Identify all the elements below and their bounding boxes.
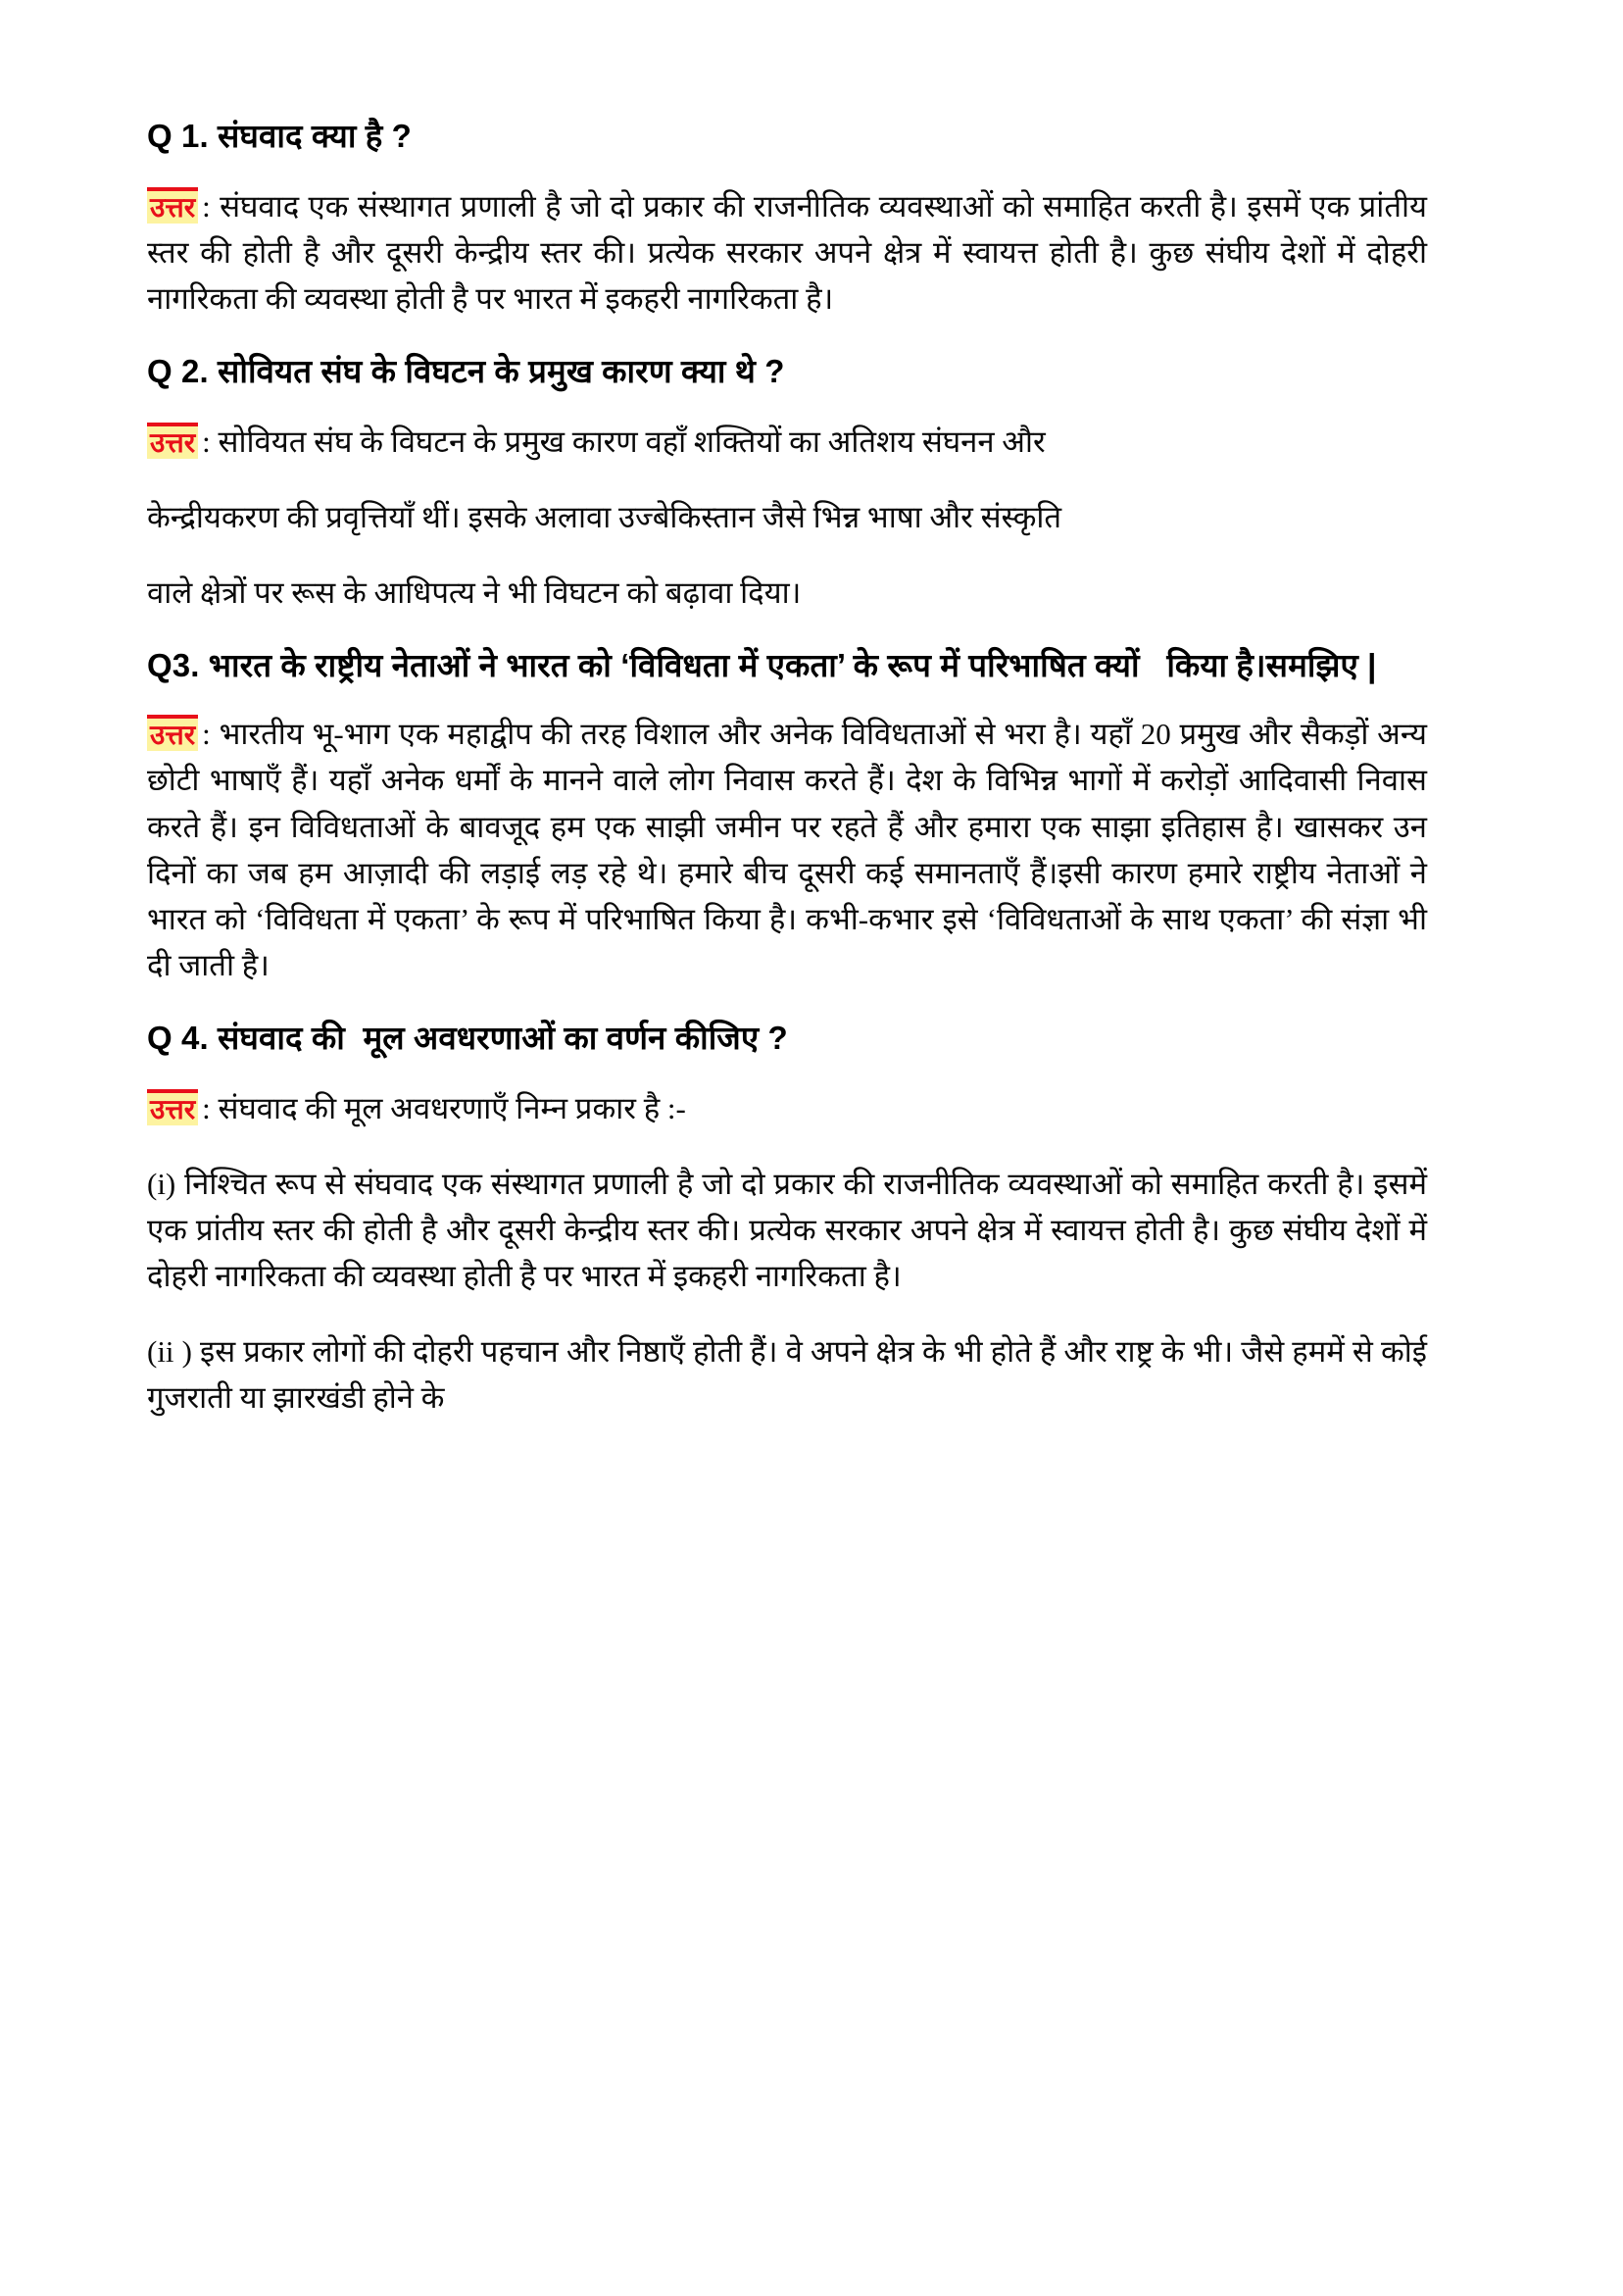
- answer-label: उत्तर: [147, 715, 198, 751]
- answer-colon: :: [202, 188, 211, 224]
- answer-block-4: [147, 1085, 1427, 1131]
- question-heading-4: Q 4. संघवाद की मूल अवधरणाओं का वर्णन कीजिए ?: [147, 1019, 788, 1056]
- question-heading-1: Q 1. संघवाद क्या है ?: [147, 118, 412, 154]
- answer-text-4: संघवाद की मूल अवधरणाएँ निम्न प्रकार है :-: [218, 1090, 686, 1125]
- answer-colon: :: [202, 717, 211, 752]
- answer-fragment-2a: केन्द्रीयकरण की प्रवृत्तियाँ थीं। इसके अलावा उज्बेकिस्तान जैसे भिन्न भाषा और संस्कृति: [147, 500, 1062, 535]
- list-item-text-i: निश्चित रूप से संघवाद एक संस्थागत प्रणाली है जो दो प्रकार की राजनीतिक व्यवस्थाओं को समाहित करती है। इसमें एक प्रांतीय स्तर की होती है और दूसरी केन्द्रीय स्तर की। प्रत्येक सरकार अपने क्षेत्र में स्वायत्त होती है। कुछ संघीय देशों में दोहरी नागरिकता की व्यवस्था होती है पर भारत में इकहरी नागरिकता है।: [147, 1166, 1427, 1294]
- answer-colon: :: [202, 1090, 211, 1125]
- answer-block-2: [147, 419, 1427, 465]
- list-marker-i: (i): [147, 1166, 176, 1201]
- question-heading-3: Q3. भारत के राष्ट्रीय नेताओं ने भारत को ‘विविधता में एकता’ के रूप में परिभाषित क्यों किया है।समझिए |: [147, 647, 1377, 684]
- answer-label: उत्तर: [147, 1089, 198, 1125]
- answer-colon: :: [202, 424, 211, 460]
- answer-text-1: संघवाद एक संस्थागत प्रणाली है जो दो प्रकार की राजनीतिक व्यवस्थाओं को समाहित करती है। इसमें एक प्रांतीय स्तर की होती है और दूसरी केन्द्रीय स्तर की। प्रत्येक सरकार अपने क्षेत्र में स्वायत्त होती है। कुछ संघीय देशों में दोहरी नागरिकता की व्यवस्था होती है पर भारत में इकहरी नागरिकता है।: [147, 188, 1427, 317]
- answer-text-3: भारतीय भू-भाग एक महाद्वीप की तरह विशाल और अनेक विविधताओं से भरा है। यहाँ 20 प्रमुख और सैकड़ों अन्य छोटी भाषाएँ हैं। यहाँ अनेक धर्मों के मानने वाले लोग निवास करते हैं। देश के विभिन्न भागों में करोड़ों आदिवासी निवास करते हैं। इन विविधताओं के बावजूद हम एक साझी जमीन पर रहते हैं और हमारा एक साझा इतिहास है। खासकर उन दिनों का जब हम आज़ादी की लड़ाई लड़ रहे थे। हमारे बीच दूसरी कई समानताएँ हैं।इसी कारण हमारे राष्ट्रीय नेताओं ने भारत को ‘विविधता में एकता’ के रूप में परिभाषित किया है। कभी-कभार इसे ‘विविधताओं के साथ एकता’ की संज्ञा भी दी जाती है।: [147, 717, 1427, 982]
- answer-fragment-2b: वाले क्षेत्रों पर रूस के आधिपत्य ने भी विघटन को बढ़ावा दिया।: [147, 575, 802, 611]
- list-item: [147, 1328, 1427, 1421]
- answer-label: उत्तर: [147, 187, 198, 224]
- answer-block-3: [147, 711, 1427, 988]
- list-marker-ii: (ii ): [147, 1334, 192, 1370]
- list-item-text-ii: इस प्रकार लोगों की दोहरी पहचान और निष्ठाएँ होती हैं। वे अपने क्षेत्र के भी होते हैं और राष्ट्र के भी। जैसे हममें से कोई गुजराती या झारखंडी होने के: [147, 1334, 1428, 1416]
- answer-text-2: सोवियत संघ के विघटन के प्रमुख कारण वहाँ शक्तियों का अतिशय संघनन और: [218, 424, 1046, 460]
- list-item: [147, 1161, 1427, 1299]
- document-content: [147, 116, 1427, 1422]
- question-heading-2: Q 2. सोवियत संघ के विघटन के प्रमुख कारण क्या थे ?: [147, 353, 785, 390]
- answer-label: उत्तर: [147, 423, 198, 459]
- answer-block-1: [147, 183, 1427, 322]
